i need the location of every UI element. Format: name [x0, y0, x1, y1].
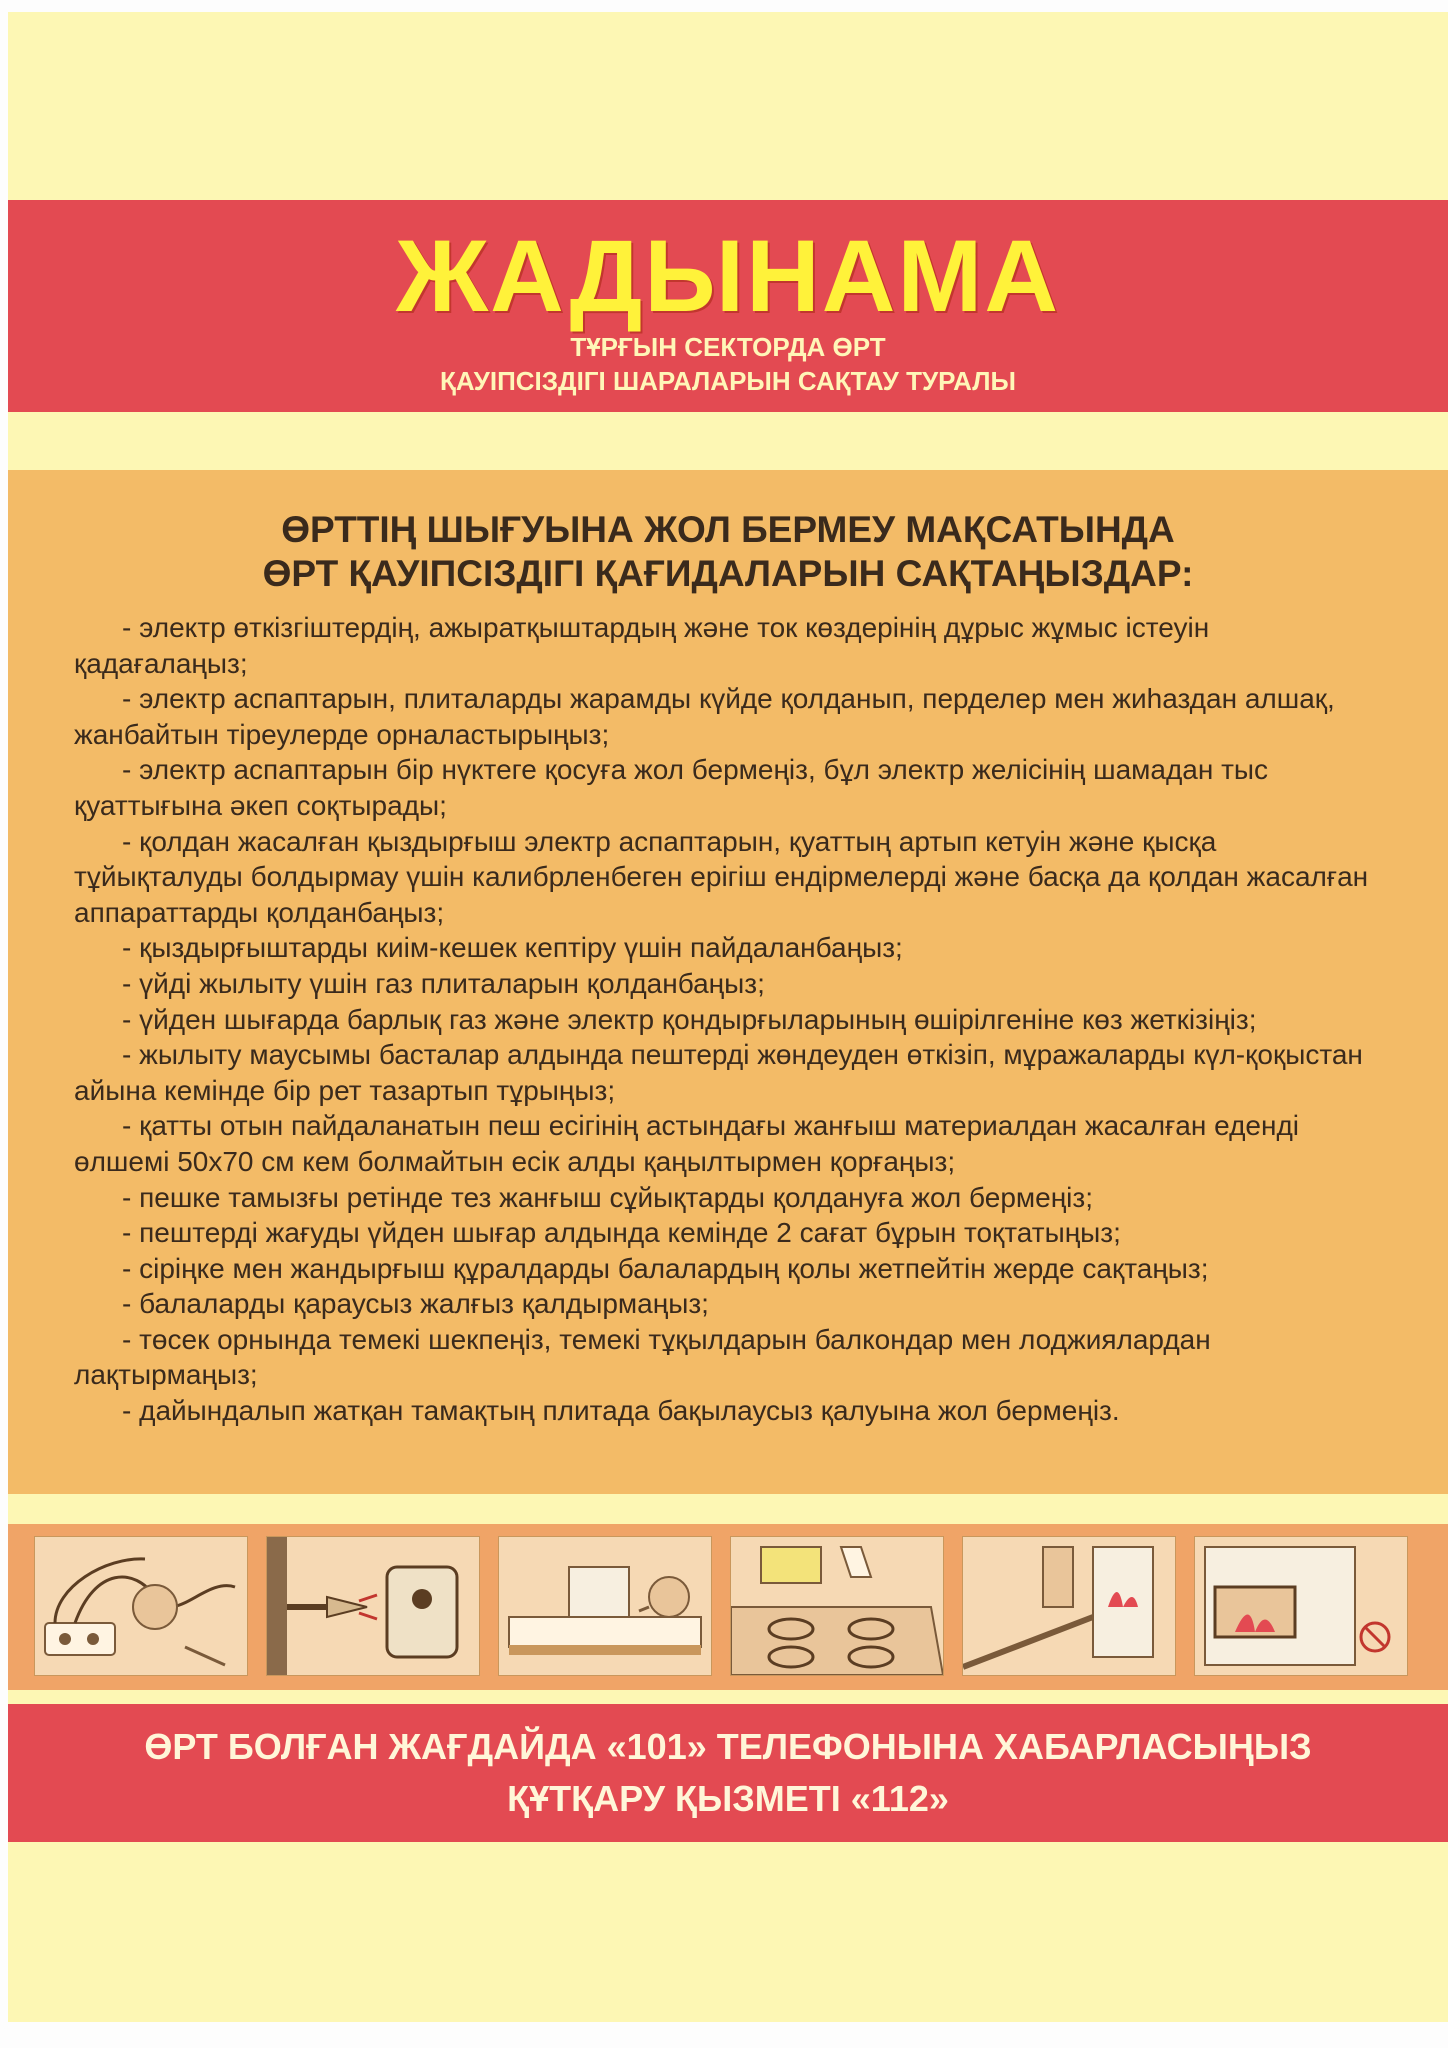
rule-item: - қолдан жасалған қыздырғыш электр аспаптарын, қуаттың артып кетуін және қысқа тұйықталуды болдырмау үшін калибрленбеген ерігіш ендірмелерді және басқа да қолдан жасалған аппараттарды қолданбаңыз; — [74, 825, 1369, 928]
rule-item: - дайындалып жатқан тамақтың плитада бақылаусыз қалуына жол бермеңіз. — [122, 1395, 1120, 1427]
rules-heading — [8, 508, 1448, 596]
rule-item: - электр аспаптарын, плиталарды жарамды күйде қолданып, перделер мен жиhаздан алшақ, жанбайтын тіреулерде орналастырыңыз; — [74, 683, 1335, 750]
stove-chimney-icon — [962, 1536, 1176, 1676]
rules-heading-line-1: ӨРТТІҢ ШЫҒУЫНА ЖОЛ БЕРМЕУ МАҚСАТЫНДА — [281, 509, 1175, 550]
rules-panel — [8, 470, 1448, 1494]
plug-icon — [266, 1536, 480, 1676]
rule-item: - төсек орнында темекі шекпеңіз, темекі тұқылдарын балкондар мен лоджиялардан лақтырмаңыз; — [74, 1323, 1211, 1391]
smoking-in-bed-icon — [498, 1536, 712, 1676]
rule-item: - үйді жылыту үшін газ плиталарын қолданбаңыз; — [122, 967, 765, 999]
subtitle-line-2: ҚАУІПСІЗДІГІ ШАРАЛАРЫН САҚТАУ ТУРАЛЫ — [440, 366, 1016, 396]
rule-item: - пешке тамызғы ретінде тез жанғыш сұйықтарды қолдануға жол бермеңіз; — [122, 1181, 1094, 1213]
rule-item: - электр аспаптарын бір нүктеге қосуға жол бермеңіз, бұл электр желісінің шамадан тыс қуаттығына әкеп соқтырады; — [74, 754, 1269, 821]
rules-list — [74, 610, 1382, 1429]
rule-item: - үйден шығарда барлық газ және электр қондырғыларының өшірілгеніне көз жеткізіңіз; — [122, 1003, 1257, 1035]
rule-item: - электр өткізгіштердің, ажыратқыштардың және ток көздерінің дұрыс жұмыс істеуін қадағалаңыз; — [74, 612, 1210, 679]
footer-band — [8, 1704, 1448, 1842]
rule-item: - пештерді жағуды үйден шығар алдында кемінде 2 сағат бұрын тоқтатыңыз; — [122, 1217, 1121, 1249]
rules-heading-line-2: ӨРТ ҚАУІПСІЗДІГІ ҚАҒИДАЛАРЫН САҚТАҢЫЗДАР: — [262, 553, 1194, 594]
page-subtitle — [8, 330, 1448, 398]
rule-item: - балаларды қараусыз жалғыз қалдырмаңыз; — [122, 1288, 709, 1320]
header-band — [8, 200, 1448, 412]
rule-item: - жылыту маусымы басталар алдында пештерді жөндеуден өткізіп, мұражаларды күл-қоқыстан айына кемінде бір рет тазартып тұрыңыз; — [74, 1039, 1363, 1106]
illustration-strip — [8, 1524, 1448, 1690]
page-title: ЖАДЫНАМА — [395, 219, 1061, 333]
rule-item: - қатты отын пайдаланатын пеш есігінің астындағы жанғыш материалдан жасалған еденді өлшемі 50х70 см кем болмайтын есік алды қаңылтырмен қорғаңыз; — [74, 1110, 1299, 1177]
emergency-line-fire: ӨРТ БОЛҒАН ЖАҒДАЙДА «101» ТЕЛЕФОНЫНА ХАБАРЛАСЫҢЫЗ — [144, 1726, 1312, 1767]
rule-item: - қыздырғыштарды киім-кешек кептіру үшін пайдаланбаңыз; — [122, 932, 903, 964]
rule-item: - сіріңке мен жандырғыш құралдарды балалардың қолы жетпейтін жерде сақтаңыз; — [122, 1252, 1209, 1284]
memo-sheet — [8, 12, 1448, 2022]
fireplace-icon — [1194, 1536, 1408, 1676]
emergency-line-rescue: ҚҰТҚАРУ ҚЫЗМЕТІ «112» — [507, 1778, 949, 1819]
subtitle-line-1: ТҰРҒЫН СЕКТОРДА ӨРТ — [570, 332, 886, 362]
gas-stove-icon — [730, 1536, 944, 1676]
overloaded-socket-icon — [34, 1536, 248, 1676]
